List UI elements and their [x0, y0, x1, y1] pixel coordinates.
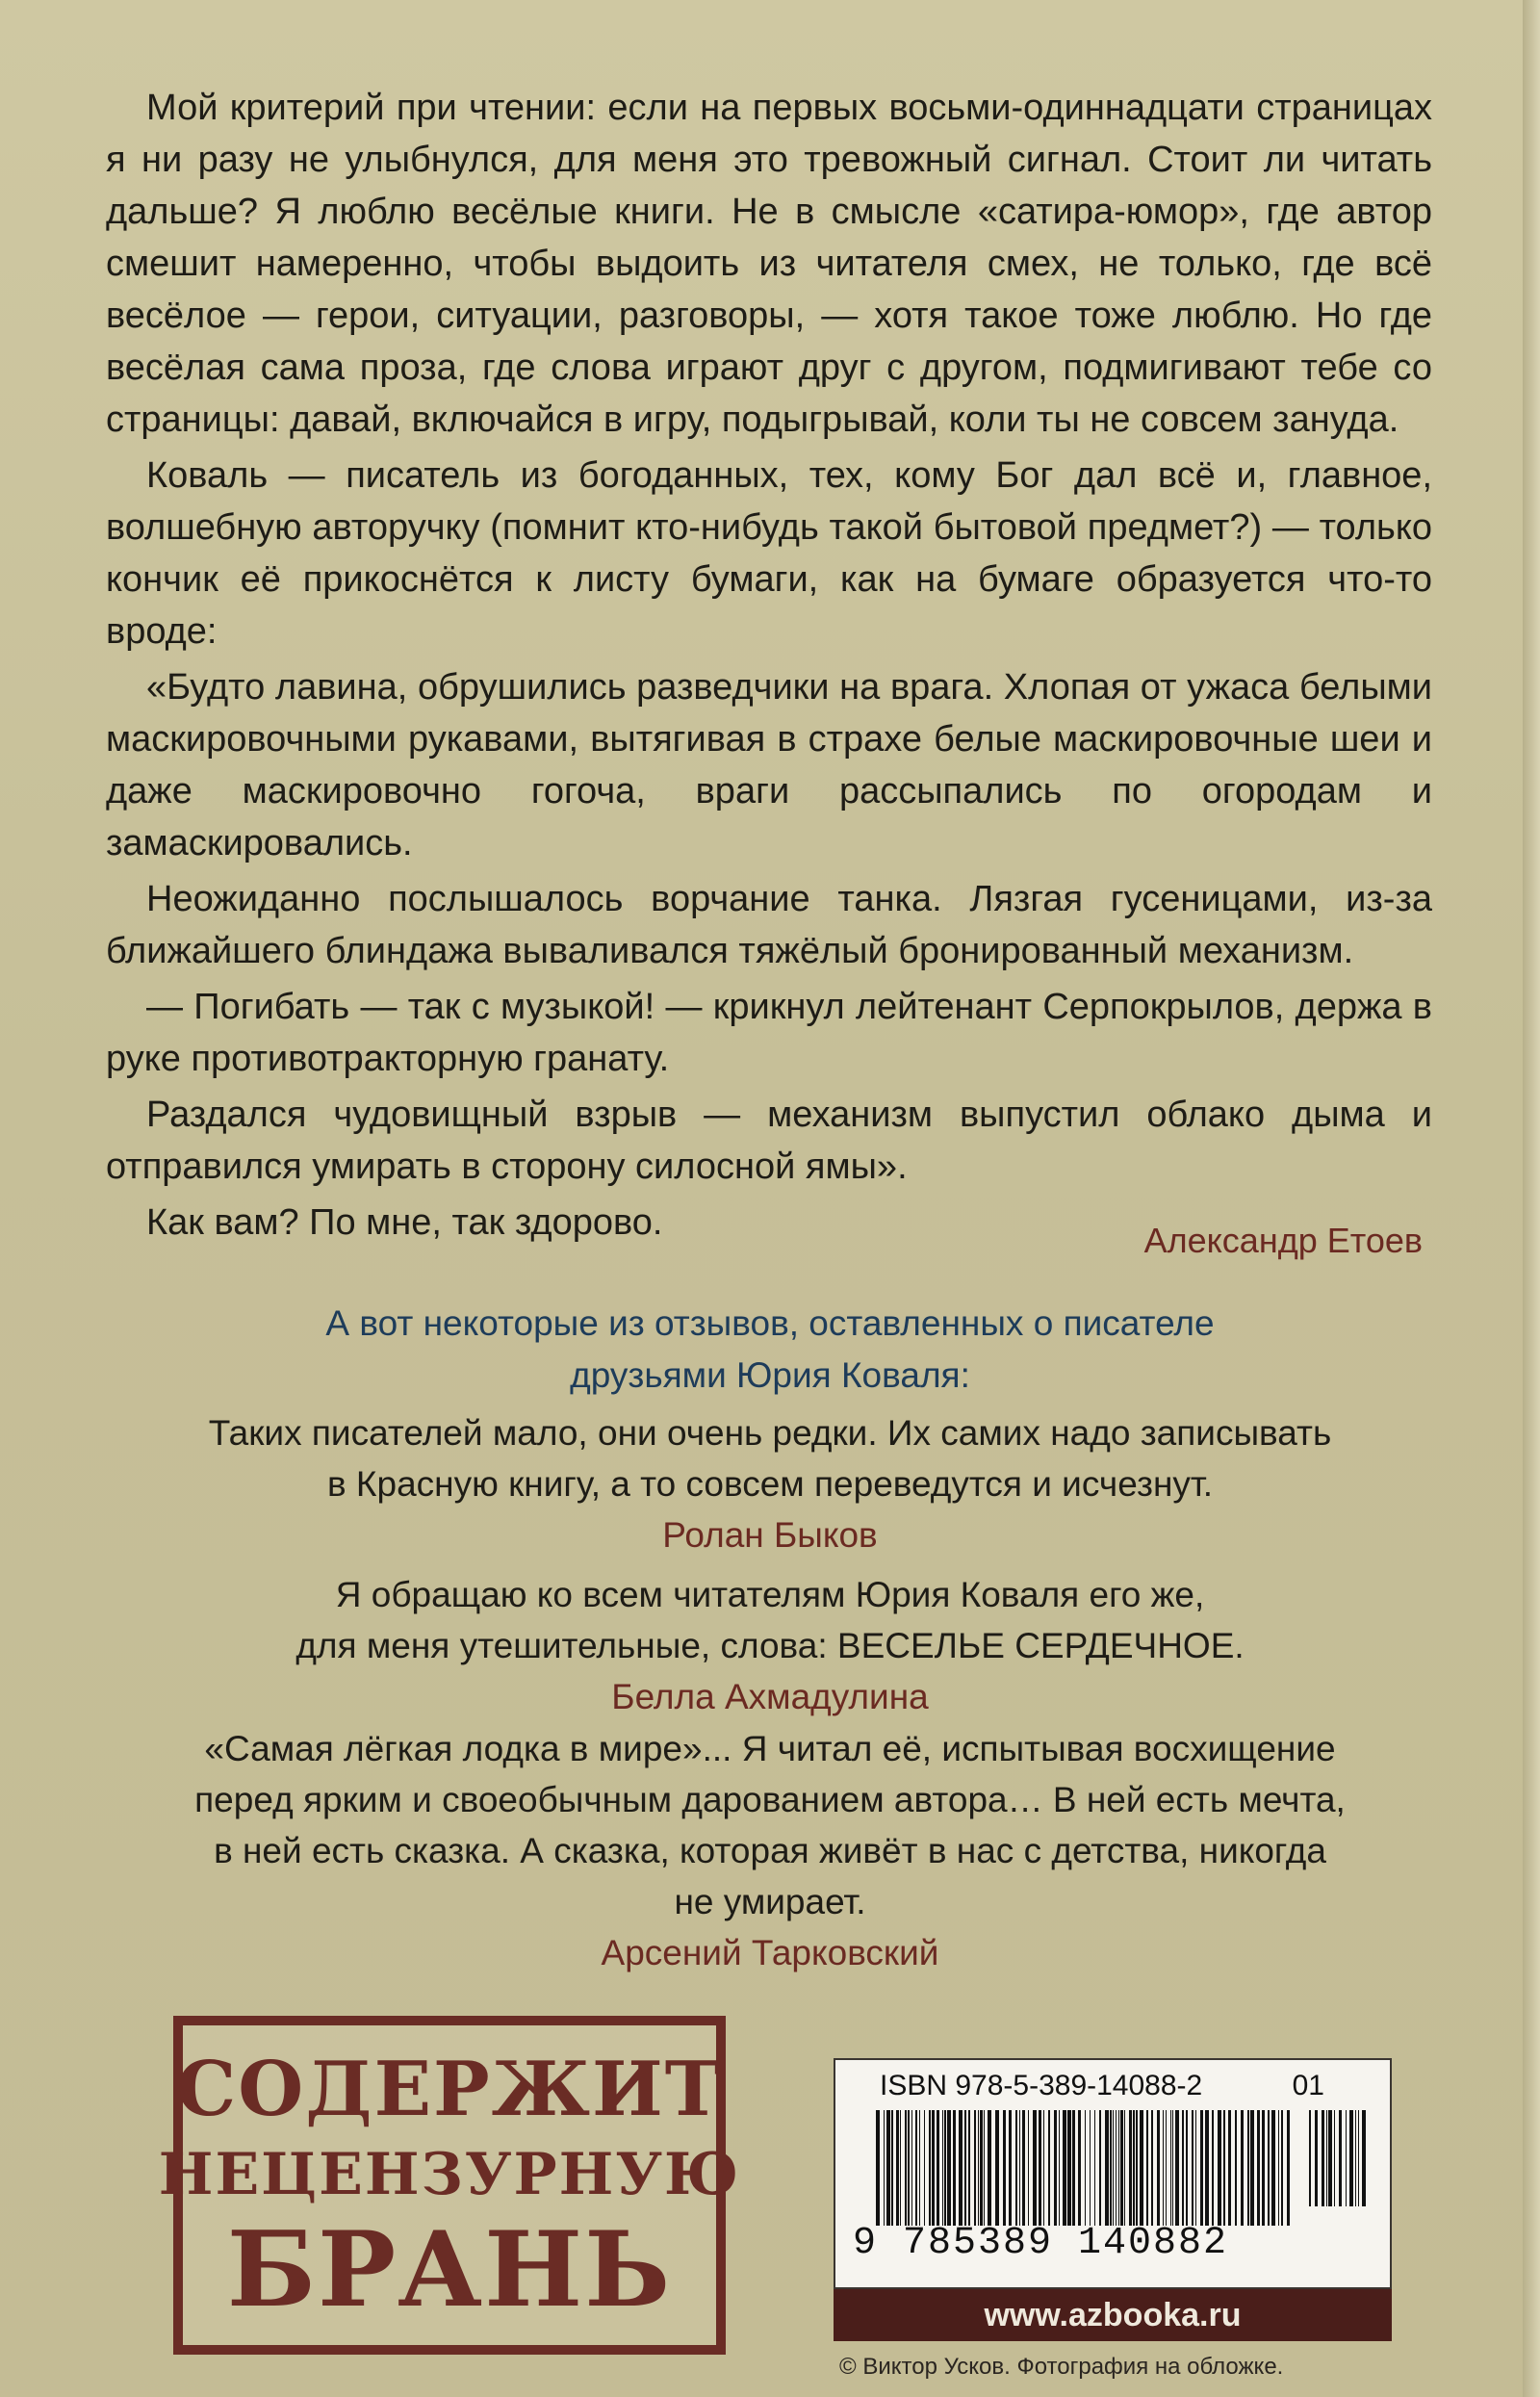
- barcode-bar: [995, 2110, 999, 2226]
- paragraph: Коваль — писатель из богоданных, тех, кому Бог дал всё и, главное, волшебную авторучку (помнит кто-нибудь такой бытовой предмет?) — только кончик её прикоснётся к листу бумаги, как на бумаге образуется что-то вроде:: [106, 455, 1432, 652]
- barcode-bar: [988, 2110, 991, 2226]
- barcode-bar: [1362, 2110, 1366, 2206]
- barcode-bar: [1078, 2110, 1081, 2226]
- barcode-bar: [1355, 2110, 1356, 2206]
- barcode-bar: [1309, 2110, 1311, 2206]
- barcode-bar: [905, 2110, 907, 2226]
- barcode-bar: [1022, 2110, 1025, 2226]
- review-line: «Самая лёгкая лодка в мире»... Я читал её, испытывая восхищение: [204, 1729, 1336, 1768]
- barcode-bar: [896, 2110, 899, 2226]
- reviews-intro: [241, 1298, 1299, 1402]
- barcode-bar: [1322, 2110, 1324, 2206]
- barcode-bar: [1192, 2110, 1194, 2226]
- review-author: Арсений Тарковский: [601, 1933, 939, 1972]
- article-text: [106, 82, 1432, 1252]
- barcode-bar: [1059, 2110, 1060, 2226]
- barcode-bar: [1250, 2110, 1254, 2226]
- barcode-bar: [980, 2110, 983, 2226]
- barcode-bar: [1262, 2110, 1265, 2226]
- barcode-bar: [1133, 2110, 1135, 2226]
- reviews-intro-line: А вот некоторые из отзывов, оставленных о писателе: [325, 1303, 1215, 1343]
- stamp-line: БРАНЬ: [226, 2209, 673, 2331]
- barcode-bar: [1205, 2110, 1209, 2226]
- quote-paragraph: — Погибать — так с музыкой! — крикнул лейтенант Серпокрылов, держа в руке противотракторную гранату.: [106, 987, 1432, 1079]
- barcode-bar: [1124, 2110, 1125, 2226]
- barcode-bar: [1349, 2110, 1353, 2206]
- barcode-bar: [1358, 2110, 1359, 2206]
- barcode-bar: [964, 2110, 966, 2226]
- review: [192, 1569, 1348, 1722]
- barcode-bar: [1200, 2110, 1203, 2226]
- barcode-bar: [1003, 2110, 1006, 2226]
- barcode-bar: [1223, 2110, 1225, 2226]
- barcode-bar: [1287, 2110, 1290, 2226]
- barcode-bar: [929, 2110, 931, 2226]
- barcode-bar: [1110, 2110, 1112, 2226]
- barcode-bar: [908, 2110, 910, 2226]
- review-line: Таких писателей мало, они очень редки. Их самих надо записывать: [208, 1413, 1332, 1453]
- review-line: не умирает.: [674, 1882, 866, 1921]
- barcode-bar: [1271, 2110, 1275, 2226]
- barcode-bar: [1241, 2110, 1244, 2226]
- quote-paragraph: Раздался чудовищный взрыв — механизм выпустил облако дыма и отправился умирать в сторону силосной ямы».: [106, 1095, 1432, 1187]
- quote-paragraph: «Будто лавина, обрушились разведчики на врага. Хлопая от ужаса белыми маскировочными рукавами, вытягивая в страхе белые маскировочные шеи и даже маскировочно гогоча, враги рассыпались по огородам и замаскировались.: [106, 667, 1432, 863]
- barcode-bar: [1099, 2110, 1101, 2226]
- photo-copyright: © Виктор Усков. Фотография на обложке.: [839, 2354, 1284, 2380]
- barcode-bar: [1218, 2110, 1221, 2226]
- review-author: Белла Ахмадулина: [611, 1677, 929, 1716]
- reviews-intro-line: друзьями Юрия Коваля:: [570, 1355, 970, 1395]
- barcode-bar: [974, 2110, 976, 2226]
- barcode-bar: [947, 2110, 951, 2226]
- barcode-bar: [944, 2110, 946, 2226]
- barcode-bar: [1043, 2110, 1044, 2226]
- review: [192, 1723, 1348, 1978]
- barcode-bar: [1235, 2110, 1237, 2226]
- barcode-bar: [1090, 2110, 1091, 2226]
- barcode-bar: [1105, 2110, 1109, 2226]
- article-signature: Александр Етоев: [1143, 1221, 1423, 1260]
- barcode-bar: [1334, 2110, 1335, 2206]
- barcode-bar: [1113, 2110, 1114, 2226]
- barcode-bar: [1146, 2110, 1148, 2226]
- barcode-bar: [1140, 2110, 1143, 2226]
- publisher-url: www.azbooka.ru: [834, 2289, 1392, 2341]
- isbn-number: ISBN 978-5-389-14088-2: [880, 2070, 1203, 2101]
- review-line: в Красную книгу, а то совсем переведутся и исчезнут.: [327, 1464, 1213, 1504]
- barcode-bar: [1195, 2110, 1196, 2226]
- barcode-bar: [1054, 2110, 1057, 2226]
- review: [192, 1407, 1348, 1560]
- quote-paragraph: Неожиданно послышалось ворчание танка. Лязгая гусеницами, из-за ближайшего блиндажа вываливался тяжёлый бронированный механизм.: [106, 879, 1432, 971]
- barcode-bar: [1067, 2110, 1071, 2226]
- barcode-bar: [959, 2110, 962, 2226]
- barcode-bar: [1212, 2110, 1214, 2226]
- paragraph: Мой критерий при чтении: если на первых восьми-одиннадцати страницах я ни разу не улыбнулся, для меня это тревожный сигнал. Стоит ли читать дальше? Я люблю весёлые книги. Не в смысле «сатира-юмор», где автор смешит намеренно, чтобы выдоить из читателя смех, не только, где всё весёлое — герои, ситуации, разговоры, — хотя такое тоже люблю. Но где весёлая сама проза, где слова играют друг с другом, подмигивают тебе со страницы: давай, включайся в игру, подыгрывай, коли ты не совсем зануда.: [106, 88, 1432, 440]
- barcode-bar: [1028, 2110, 1029, 2226]
- barcode-bar: [1048, 2110, 1050, 2226]
- barcode-bar: [1009, 2110, 1012, 2226]
- barcode-bar: [1315, 2110, 1318, 2206]
- barcode-bar: [1257, 2110, 1260, 2226]
- barcode-bar: [1166, 2110, 1167, 2226]
- barcode-bar: [1328, 2110, 1332, 2206]
- stamp-line: НЕЦЕНЗУРНУЮ: [158, 2141, 741, 2208]
- barcode-bar: [1163, 2110, 1164, 2226]
- barcode-bar: [1326, 2110, 1327, 2206]
- barcode-bar: [911, 2110, 912, 2226]
- barcode-bar: [932, 2110, 935, 2226]
- paragraph: Как вам? По мне, так здорово.: [146, 1202, 663, 1243]
- barcode-bar: [1170, 2110, 1171, 2226]
- review-author: Ролан Быков: [662, 1515, 878, 1555]
- ean-digits: 9 785389 140882: [853, 2222, 1229, 2265]
- barcode-bar: [924, 2110, 925, 2226]
- barcode-bar: [900, 2110, 901, 2226]
- barcode-bar: [1033, 2110, 1037, 2226]
- barcode-bar: [1072, 2110, 1075, 2226]
- barcode-bar: [953, 2110, 956, 2226]
- barcode-bar: [1094, 2110, 1095, 2226]
- barcode-bar: [1186, 2110, 1188, 2226]
- barcode-bar: [1063, 2110, 1066, 2226]
- barcode-bar: [978, 2110, 979, 2226]
- barcode-bar: [1172, 2110, 1173, 2226]
- barcode-bar: [1247, 2110, 1249, 2226]
- barcode-bar: [1278, 2110, 1279, 2226]
- barcode-bar: [1175, 2110, 1179, 2226]
- review-line: Я обращаю ко всем читателям Юрия Коваля его же,: [335, 1575, 1205, 1614]
- barcode-bar: [876, 2110, 880, 2226]
- review-line: перед ярким и своеобычным дарованием автора… В ней есть мечта,: [194, 1780, 1346, 1819]
- barcode-bar: [984, 2110, 985, 2226]
- barcode-bar: [915, 2110, 917, 2226]
- barcode-bar: [942, 2110, 943, 2226]
- barcode-bar: [1339, 2110, 1342, 2206]
- isbn-addon-number: 01: [1292, 2070, 1324, 2101]
- barcode-bar: [1015, 2110, 1017, 2226]
- barcode-bar: [1182, 2110, 1184, 2226]
- barcode-bar: [1151, 2110, 1153, 2226]
- barcode-bar: [1157, 2110, 1160, 2226]
- barcode-bar: [891, 2110, 893, 2226]
- barcode-bar: [1136, 2110, 1138, 2226]
- review-line: в ней есть сказка. А сказка, которая живёт в нас с детства, никогда: [214, 1831, 1326, 1870]
- barcode-bar: [968, 2110, 970, 2226]
- explicit-language-stamp: [158, 2016, 741, 2355]
- barcode-bar: [1281, 2110, 1283, 2226]
- barcode-bars: [876, 2110, 1290, 2226]
- barcode-bar: [1268, 2110, 1270, 2226]
- barcode-bar: [1118, 2110, 1119, 2226]
- barcode-bar: [1228, 2110, 1231, 2226]
- barcode-bar: [937, 2110, 939, 2226]
- review-line: для меня утешительные, слова: ВЕСЕЛЬЕ СЕРДЕЧНОЕ.: [295, 1626, 1245, 1665]
- barcode-bar: [1019, 2110, 1020, 2226]
- cover-edge: [1523, 0, 1540, 2397]
- barcode-bar: [1085, 2110, 1086, 2226]
- barcode-addon-bars: [1309, 2110, 1371, 2206]
- barcode-bar: [884, 2110, 885, 2226]
- barcode-bar: [1039, 2110, 1041, 2226]
- barcode-bar: [1120, 2110, 1123, 2226]
- stamp-line: СОДЕРЖИТ: [176, 2046, 723, 2133]
- barcode-bar: [886, 2110, 890, 2226]
- isbn-barcode: [834, 2058, 1392, 2289]
- barcode-bar: [919, 2110, 920, 2226]
- barcode-bar: [1129, 2110, 1132, 2226]
- barcode-bar: [1346, 2110, 1347, 2206]
